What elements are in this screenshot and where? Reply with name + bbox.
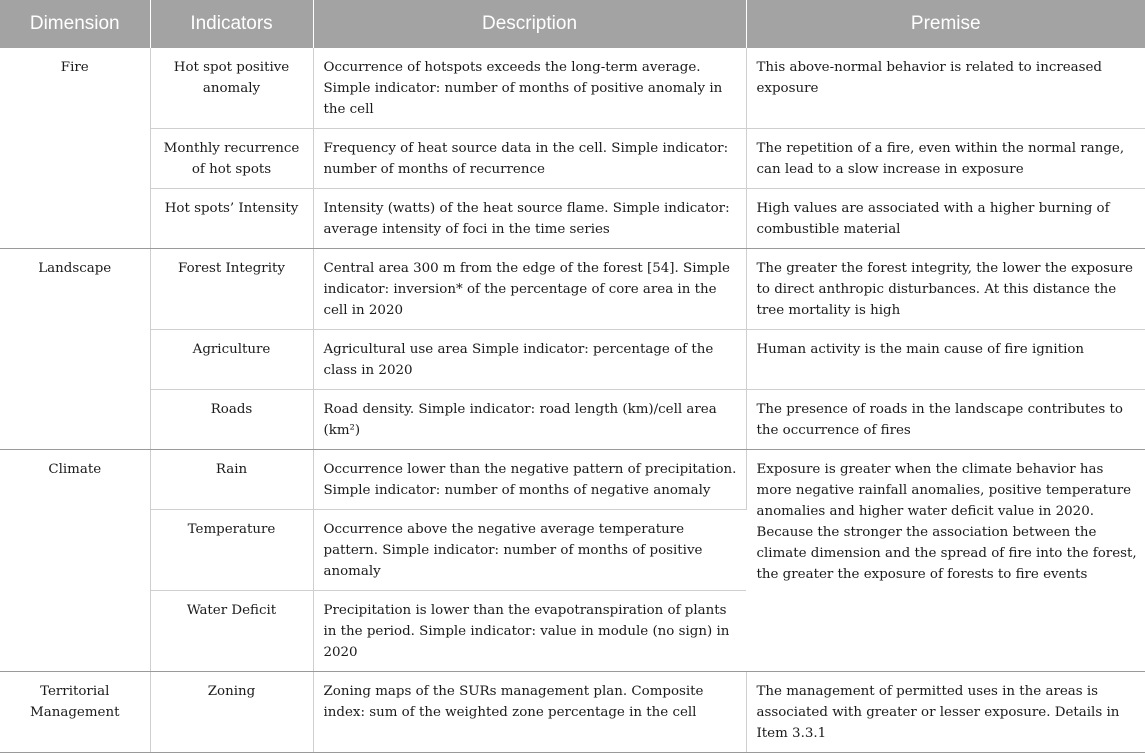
dimension-territorial-management: Territorial Management: [0, 672, 150, 753]
dimension-landscape: Landscape: [0, 249, 150, 450]
table-row: [0, 450, 1145, 510]
premise-cell: The presence of roads in the landscape contributes to the occurrence of fires: [746, 390, 1145, 450]
premise-cell: This above-normal behavior is related to increased exposure: [746, 48, 1145, 129]
table-row: [0, 48, 1145, 129]
indicator-cell: Forest Integrity: [150, 249, 313, 330]
description-cell: Occurrence above the negative average temperature pattern. Simple indicator: number of months of positive anomaly: [313, 510, 746, 591]
description-cell: Intensity (watts) of the heat source flame. Simple indicator: average intensity of foci in the time series: [313, 189, 746, 249]
indicator-cell: Rain: [150, 450, 313, 510]
premise-cell: The management of permitted uses in the areas is associated with greater or lesser exposure. Details in Item 3.3.1: [746, 672, 1145, 753]
header-description: Description: [313, 0, 746, 48]
premise-cell-climate: Exposure is greater when the climate behavior has more negative rainfall anomalies, positive temperature anomalies and higher water deficit value in 2020. Because the stronger the association between the climate dimension and the spread of fire into the forest, the greater the exposure of forests to fire events: [746, 450, 1145, 672]
description-cell: Precipitation is lower than the evapotranspiration of plants in the period. Simple indicator: value in module (no sign) in 2020: [313, 591, 746, 672]
premise-cell: The greater the forest integrity, the lower the exposure to direct anthropic disturbances. At this distance the tree mortality is high: [746, 249, 1145, 330]
indicator-cell: Hot spot positive anomaly: [150, 48, 313, 129]
header-dimension: Dimension: [0, 0, 150, 48]
description-cell: Zoning maps of the SURs management plan. Composite index: sum of the weighted zone percentage in the cell: [313, 672, 746, 753]
indicator-cell: Zoning: [150, 672, 313, 753]
premise-cell: Human activity is the main cause of fire ignition: [746, 330, 1145, 390]
dimension-fire: Fire: [0, 48, 150, 249]
premise-cell: The repetition of a fire, even within the normal range, can lead to a slow increase in exposure: [746, 129, 1145, 189]
description-cell: Agricultural use area Simple indicator: percentage of the class in 2020: [313, 330, 746, 390]
indicator-cell: Agriculture: [150, 330, 313, 390]
description-cell: Central area 300 m from the edge of the forest [54]. Simple indicator: inversion* of the percentage of core area in the cell in 2020: [313, 249, 746, 330]
indicator-cell: Temperature: [150, 510, 313, 591]
table-row: [0, 330, 1145, 390]
indicator-cell: Roads: [150, 390, 313, 450]
table-row: [0, 672, 1145, 753]
description-cell: Occurrence lower than the negative pattern of precipitation. Simple indicator: number of months of negative anomaly: [313, 450, 746, 510]
description-cell: Frequency of heat source data in the cell. Simple indicator: number of months of recurrence: [313, 129, 746, 189]
table-row: [0, 129, 1145, 189]
header-row: [0, 0, 1145, 48]
table-row: [0, 249, 1145, 330]
indicator-cell: Monthly recurrence of hot spots: [150, 129, 313, 189]
description-cell: Occurrence of hotspots exceeds the long-term average. Simple indicator: number of months of positive anomaly in the cell: [313, 48, 746, 129]
header-premise: Premise: [746, 0, 1145, 48]
table-row: [0, 390, 1145, 450]
dimension-climate: Climate: [0, 450, 150, 672]
header-indicators: Indicators: [150, 0, 313, 48]
table-row: [0, 189, 1145, 249]
indicator-cell: Water Deficit: [150, 591, 313, 672]
indicator-cell: Hot spots’ Intensity: [150, 189, 313, 249]
premise-cell: High values are associated with a higher burning of combustible material: [746, 189, 1145, 249]
description-cell: Road density. Simple indicator: road length (km)/cell area (km²): [313, 390, 746, 450]
